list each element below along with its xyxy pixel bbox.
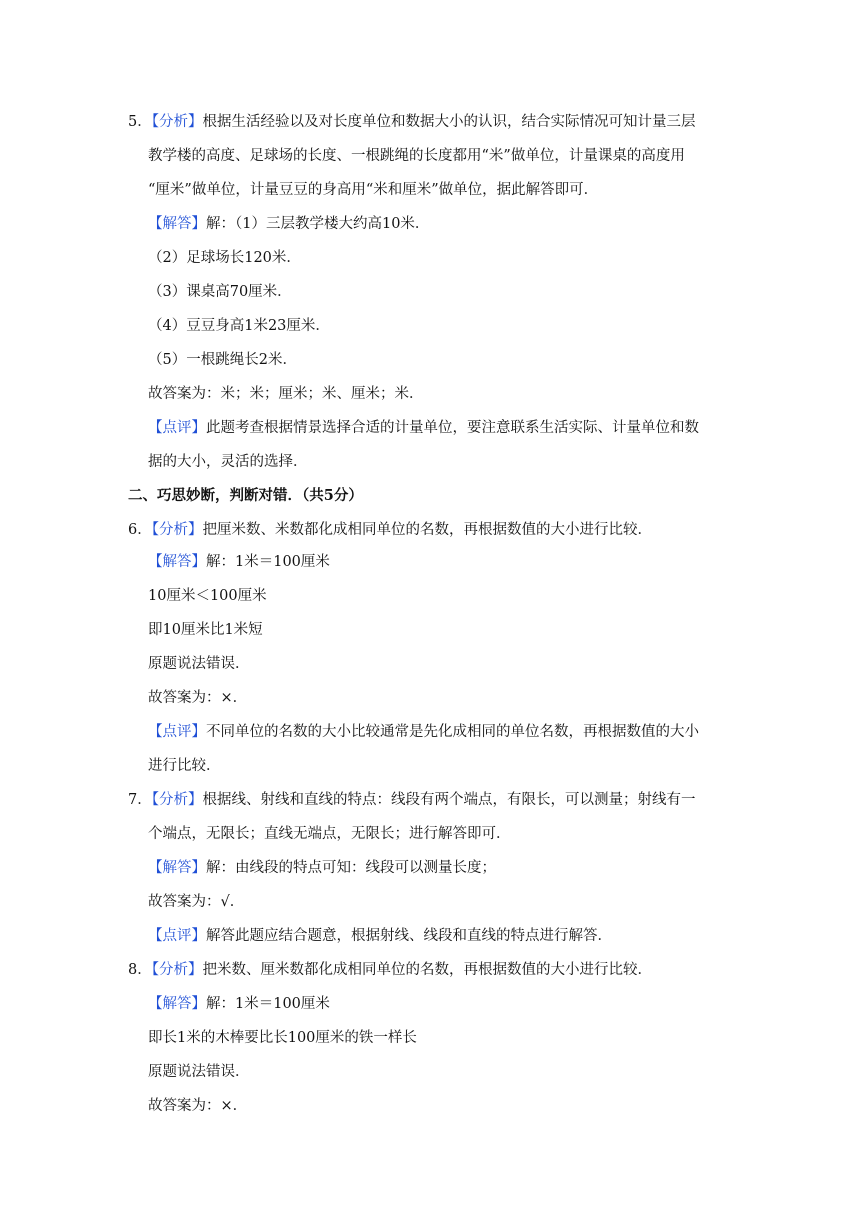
q6-answer-line2: 10厘米＜100厘米 (148, 588, 267, 604)
q7-analysis-tag: 【分析】 (151, 792, 203, 808)
q6-analysis-tag: 【分析】 (151, 522, 203, 538)
q8-answer-line2: 即长1米的木棒要比长100厘米的铁一样长 (148, 1030, 417, 1046)
q7-analysis-line2: 个端点，无限长；直线无端点，无限长；进行解答即可． (148, 826, 511, 842)
q5-number: 5． (128, 114, 152, 130)
q8-analysis-tag: 【分析】 (151, 962, 203, 978)
q5-answer-tag: 【解答】 (148, 216, 206, 232)
q5-answer-line1: 【解答】解：（1）三层教学楼大约高10米． (148, 216, 430, 232)
q7-number: 7． (128, 792, 152, 808)
q5-analysis-tag: 【分析】 (151, 114, 203, 130)
q5-comment-tag: 【点评】 (148, 420, 206, 436)
q8-answer-line1: 【解答】解：1米＝100厘米 (148, 996, 330, 1012)
q6-final-answer: 故答案为：×． (148, 690, 248, 706)
q8-answer-line3: 原题说法错误． (148, 1064, 250, 1080)
q5-comment-line2: 据的大小，灵活的选择． (148, 454, 308, 470)
q6-answer-tag: 【解答】 (148, 554, 206, 570)
q8-analysis-line1: 8．【分析】把米数、厘米数都化成相同单位的名数，再根据数值的大小进行比较． (128, 962, 652, 978)
q5-answer-line5: （5）一根跳绳长2米． (148, 352, 297, 368)
q8-final-answer: 故答案为：×． (148, 1098, 248, 1114)
q7-answer-tag: 【解答】 (148, 860, 206, 876)
q7-answer-line1: 【解答】解：由线段的特点可知：线段可以测量长度； (148, 860, 496, 876)
q6-analysis-line1: 6．【分析】把厘米数、米数都化成相同单位的名数，再根据数值的大小进行比较． (128, 522, 652, 538)
q5-analysis-line2: 教学楼的高度、足球场的长度、一根跳绳的长度都用“米”做单位，计量课桌的高度用 (148, 148, 685, 164)
q5-comment-line1: 【点评】此题考查根据情景选择合适的计量单位，要注意联系生活实际、计量单位和数 (148, 420, 699, 436)
q7-comment-tag: 【点评】 (148, 928, 206, 944)
q7-analysis-line1: 7．【分析】根据线、射线和直线的特点：线段有两个端点，有限长，可以测量；射线有一 (128, 792, 696, 808)
q7-final-answer: 故答案为：√． (148, 894, 245, 910)
q6-answer-line1: 【解答】解：1米＝100厘米 (148, 554, 330, 570)
q6-comment-line1: 【点评】不同单位的名数的大小比较通常是先化成相同的单位名数，再根据数值的大小 (148, 724, 699, 740)
q6-number: 6． (128, 522, 152, 538)
q6-comment-tag: 【点评】 (148, 724, 206, 740)
q5-analysis-line1: 5．【分析】根据生活经验以及对长度单位和数据大小的认识，结合实际情况可知计量三层 (128, 114, 696, 130)
q6-answer-line3: 即10厘米比1米短 (148, 622, 263, 638)
q5-answer-line2: （2）足球场长120米． (148, 250, 301, 266)
q5-final-answer: 故答案为：米；米；厘米；米、厘米；米． (148, 386, 424, 402)
q8-answer-tag: 【解答】 (148, 996, 206, 1012)
q5-answer-line3: （3）课桌高70厘米． (148, 284, 292, 300)
q6-answer-line4: 原题说法错误． (148, 656, 250, 672)
q6-comment-line2: 进行比较． (148, 758, 221, 774)
section2-heading: 二、巧思妙断，判断对错．（共5分） (128, 487, 363, 504)
q8-number: 8． (128, 962, 152, 978)
q5-answer-line4: （4）豆豆身高1米23厘米． (148, 318, 330, 334)
q7-comment-line1: 【点评】解答此题应结合题意，根据射线、线段和直线的特点进行解答． (148, 928, 612, 944)
q5-analysis-line3: “厘米”做单位，计量豆豆的身高用“米和厘米”做单位，据此解答即可． (148, 182, 599, 198)
